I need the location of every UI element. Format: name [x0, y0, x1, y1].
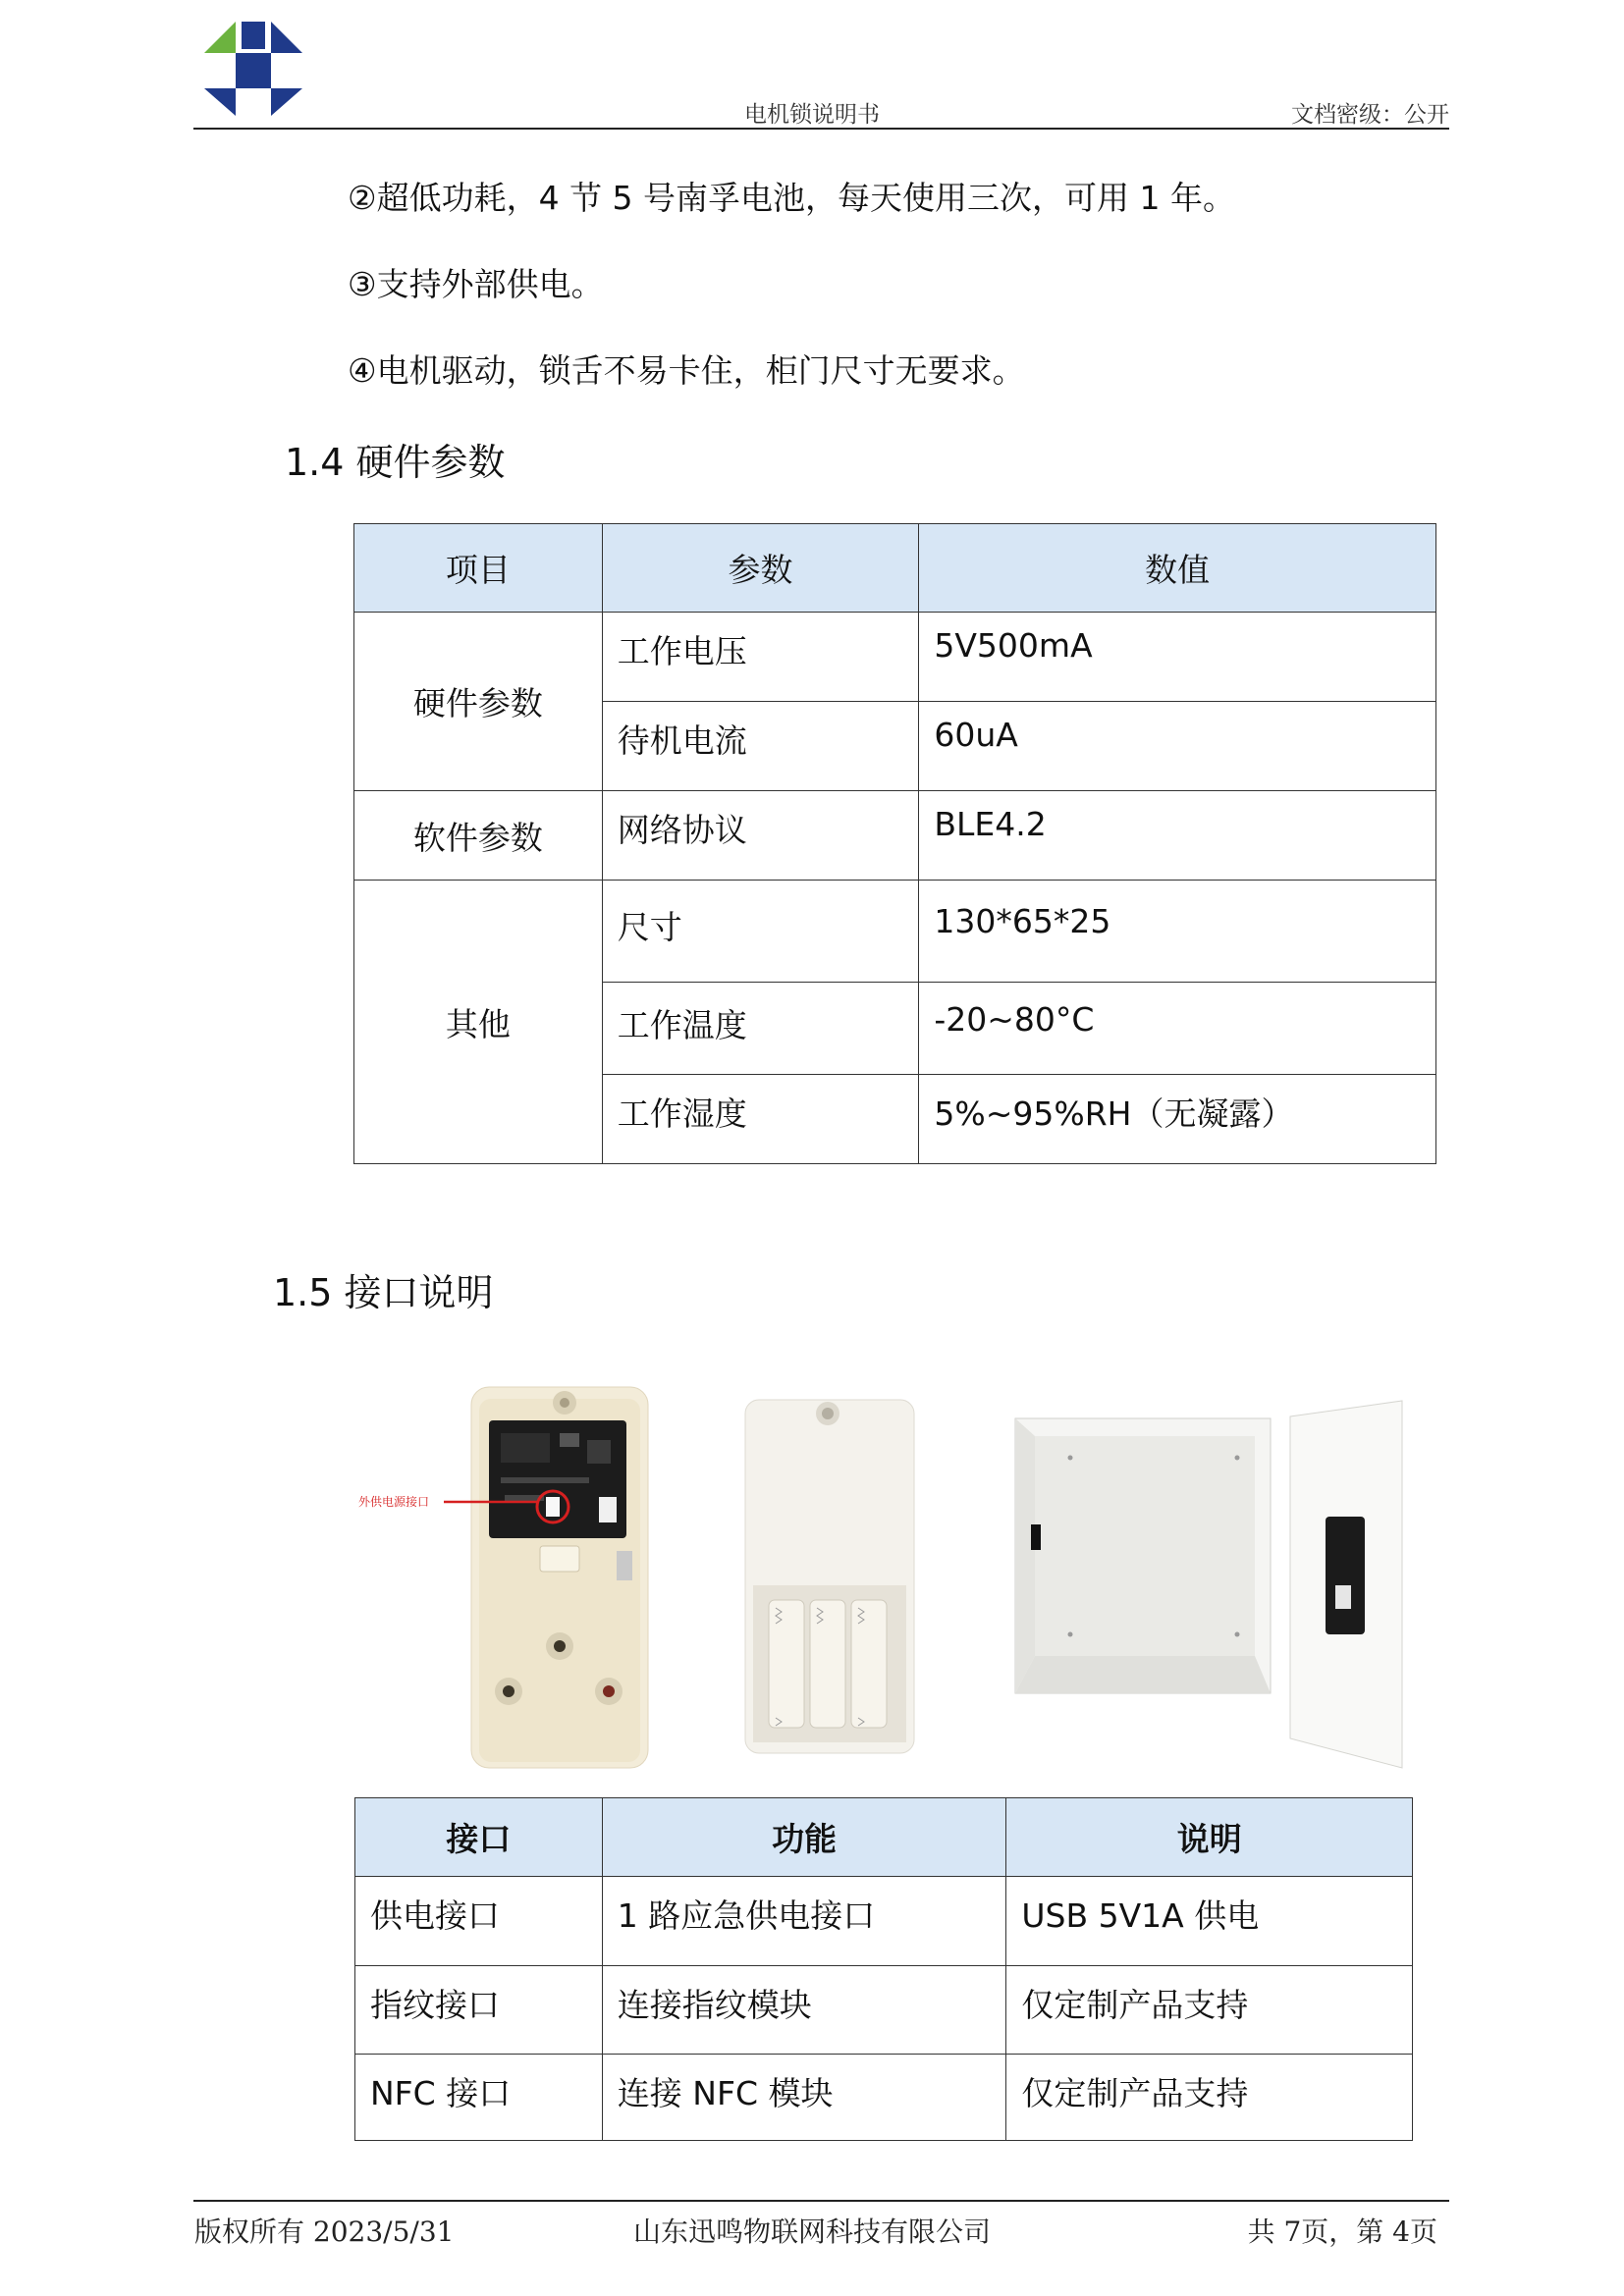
param-cell: 待机电流 [602, 702, 919, 791]
note-cell: USB 5V1A 供电 [1006, 1877, 1413, 1966]
footer-page-info: 共 7页，第 4页 [1247, 2216, 1437, 2248]
param-cell: 工作湿度 [602, 1075, 919, 1164]
port-cell: 指纹接口 [355, 1966, 603, 2055]
group-label: 软件参数 [354, 791, 603, 881]
table-row [355, 1966, 1413, 2055]
table-row [354, 791, 1436, 881]
port-cell: 供电接口 [355, 1877, 603, 1966]
table-row [354, 881, 1436, 983]
photo-annotation-label: 外供电源接口 [358, 1495, 430, 1509]
footer-copyright: 版权所有 2023/5/31 [194, 2216, 455, 2248]
feature-item-4: ④电机驱动，锁舌不易卡住，柜门尺寸无要求。 [348, 351, 1025, 390]
table-row [355, 1877, 1413, 1966]
param-cell: 工作温度 [602, 983, 919, 1075]
value-cell: 60uA [919, 702, 1436, 791]
header-divider [193, 128, 1449, 130]
table-row [354, 613, 1436, 702]
section-heading-interface: 1.5 接口说明 [273, 1271, 494, 1314]
feature-item-3: ③支持外部供电。 [348, 265, 604, 303]
hardware-params-table [353, 523, 1436, 1164]
column-header: 说明 [1006, 1798, 1413, 1877]
function-cell: 连接 NFC 模块 [602, 2055, 1006, 2141]
function-cell: 连接指纹模块 [602, 1966, 1006, 2055]
value-cell: BLE4.2 [919, 791, 1436, 881]
feature-item-2: ②超低功耗，4 节 5 号南孚电池，每天使用三次，可用 1 年。 [348, 179, 1236, 217]
function-cell: 1 路应急供电接口 [602, 1877, 1006, 1966]
interface-table [354, 1797, 1413, 2141]
document-classification: 文档密级：公开 [1291, 102, 1449, 128]
table-row [355, 2055, 1413, 2141]
section-heading-hardware: 1.4 硬件参数 [285, 441, 506, 484]
battery-compartment-photo [741, 1394, 918, 1757]
document-title: 电机锁说明书 [744, 102, 880, 128]
param-cell: 工作电压 [602, 613, 919, 702]
value-cell: -20~80°C [919, 983, 1436, 1075]
param-cell: 尺寸 [602, 881, 919, 983]
column-header: 参数 [602, 524, 919, 613]
footer-company: 山东迅鸣物联网科技有限公司 [632, 2216, 991, 2248]
footer-divider [193, 2200, 1449, 2202]
cabinet-installation-photo [1011, 1399, 1404, 1772]
value-cell: 5V500mA [919, 613, 1436, 702]
column-header: 项目 [354, 524, 603, 613]
note-cell: 仅定制产品支持 [1006, 1966, 1413, 2055]
group-label: 硬件参数 [354, 613, 603, 791]
value-cell: 5%~95%RH（无凝露） [919, 1075, 1436, 1164]
param-cell: 网络协议 [602, 791, 919, 881]
column-header: 功能 [602, 1798, 1006, 1877]
port-cell: NFC 接口 [355, 2055, 603, 2141]
group-label: 其他 [354, 881, 603, 1164]
column-header: 接口 [355, 1798, 603, 1877]
note-cell: 仅定制产品支持 [1006, 2055, 1413, 2141]
lock-pcb-photo [353, 1379, 668, 1772]
column-header: 数值 [919, 524, 1436, 613]
value-cell: 130*65*25 [919, 881, 1436, 983]
